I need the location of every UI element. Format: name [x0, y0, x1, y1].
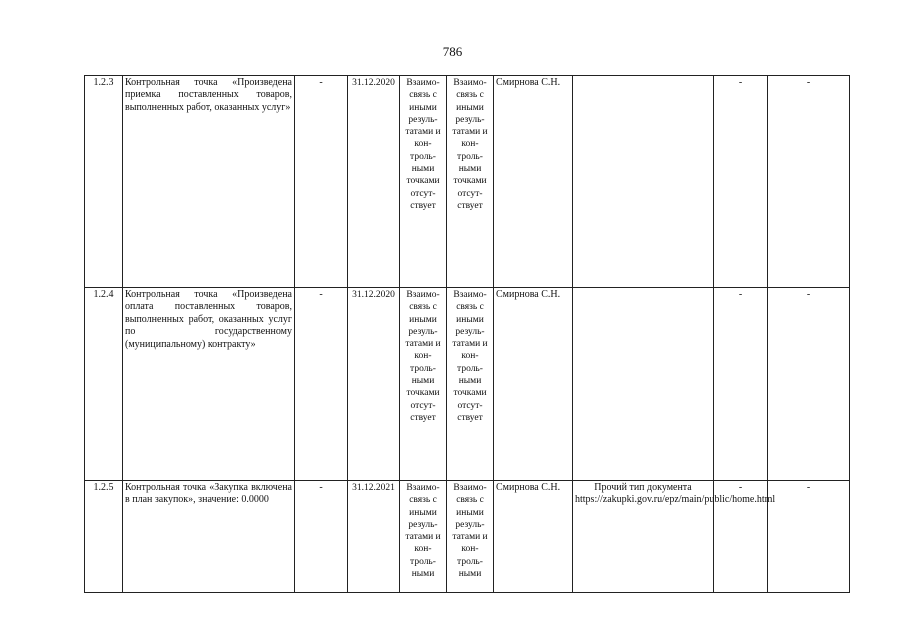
cell-col9: - [714, 288, 768, 481]
relation-line: отсут- [457, 188, 483, 199]
relation-line: татами и [452, 127, 488, 138]
relation-cell-2 [447, 76, 494, 288]
relation-line: троль- [457, 363, 483, 374]
table-row [85, 481, 850, 593]
relation-line: резуль- [455, 326, 485, 337]
relation-line: связь с [456, 302, 484, 313]
relation-line: кон- [414, 139, 432, 150]
cell-col9: - [714, 481, 768, 593]
relation-line: татами и [405, 532, 441, 543]
relation-line: ными [458, 164, 482, 175]
relation-line: Взаимо- [453, 78, 487, 88]
deadline-date: 31.12.2021 [348, 481, 400, 593]
responsible-person: Смирнова С.Н. [494, 76, 573, 288]
relation-line: точками [406, 388, 440, 399]
relation-line: иными [456, 102, 484, 113]
relation-line: кон- [414, 544, 432, 555]
row-number: 1.2.4 [85, 288, 123, 481]
responsible-person: Смирнова С.Н. [494, 481, 573, 593]
page-number: 786 [442, 44, 463, 59]
relation-line: ными [458, 376, 482, 387]
document-cell [573, 288, 714, 481]
deadline-date: 31.12.2020 [348, 288, 400, 481]
relation-line: Взаимо- [453, 483, 487, 493]
relation-line: точками [453, 388, 487, 399]
relation-line: ствует [410, 200, 436, 211]
relation-line: татами и [452, 532, 488, 543]
relation-line: резуль- [408, 114, 438, 125]
control-point-name: Контрольная точка «Произведена оплата поставленных товаров, выполненных работ, оказанных услуг по государственному (муниципальному) контракту» [123, 288, 295, 481]
relation-line: татами и [405, 339, 441, 350]
cell-col3: - [295, 481, 348, 593]
relation-line: иными [456, 507, 484, 518]
relation-line: кон- [414, 351, 432, 362]
relation-line: Взаимо- [406, 78, 440, 88]
relation-line: ствует [410, 412, 436, 423]
relation-line: резуль- [408, 326, 438, 337]
relation-line: ствует [457, 412, 483, 423]
relation-line: иными [409, 507, 437, 518]
relation-line: ными [458, 569, 482, 580]
control-point-name: Контрольная точка «Произведена приемка поставленных товаров, выполненных работ, оказанных услуг» [123, 76, 295, 288]
relation-line: резуль- [455, 114, 485, 125]
relation-line: связь с [456, 495, 484, 506]
relation-line: связь с [409, 495, 437, 506]
cell-col3: - [295, 76, 348, 288]
control-points-table [84, 75, 850, 593]
relation-line: троль- [457, 556, 483, 567]
relation-line: иными [409, 102, 437, 113]
relation-line: ствует [457, 200, 483, 211]
relation-line: точками [406, 176, 440, 187]
relation-line: связь с [456, 90, 484, 101]
relation-line: иными [456, 314, 484, 325]
relation-line: Взаимо- [406, 290, 440, 300]
deadline-date: 31.12.2020 [348, 76, 400, 288]
relation-line: ными [411, 376, 435, 387]
relation-line: троль- [410, 556, 436, 567]
relation-line: ными [411, 569, 435, 580]
relation-line: кон- [461, 351, 479, 362]
relation-cell-2 [447, 481, 494, 593]
relation-line: Взаимо- [453, 290, 487, 300]
relation-line: иными [409, 314, 437, 325]
relation-line: точками [453, 176, 487, 187]
cell-col10: - [768, 76, 850, 288]
table-row [85, 288, 850, 481]
relation-line: ными [411, 164, 435, 175]
control-point-name: Контрольная точка «Закупка включена в план закупок», значение: 0.0000 [123, 481, 295, 593]
relation-line: троль- [457, 151, 483, 162]
cell-col9: - [714, 76, 768, 288]
cell-col10: - [768, 481, 850, 593]
responsible-person: Смирнова С.Н. [494, 288, 573, 481]
relation-line: отсут- [457, 400, 483, 411]
relation-line: отсут- [410, 400, 436, 411]
relation-cell-1 [400, 481, 447, 593]
relation-line: резуль- [408, 519, 438, 530]
relation-line: троль- [410, 363, 436, 374]
table-row [85, 76, 850, 288]
document-cell: Прочий тип документа https://zakupki.gov.ru/epz/main/public/home.html [573, 481, 714, 593]
relation-line: кон- [461, 139, 479, 150]
relation-cell-1 [400, 288, 447, 481]
relation-line: Взаимо- [406, 483, 440, 493]
relation-line: татами и [405, 127, 441, 138]
row-number: 1.2.3 [85, 76, 123, 288]
relation-line: татами и [452, 339, 488, 350]
relation-line: отсут- [410, 188, 436, 199]
relation-line: связь с [409, 302, 437, 313]
cell-col3: - [295, 288, 348, 481]
relation-cell-1 [400, 76, 447, 288]
relation-cell-2 [447, 288, 494, 481]
cell-col10: - [768, 288, 850, 481]
relation-line: резуль- [455, 519, 485, 530]
relation-line: троль- [410, 151, 436, 162]
relation-line: связь с [409, 90, 437, 101]
relation-line: кон- [461, 544, 479, 555]
document-cell [573, 76, 714, 288]
row-number: 1.2.5 [85, 481, 123, 593]
